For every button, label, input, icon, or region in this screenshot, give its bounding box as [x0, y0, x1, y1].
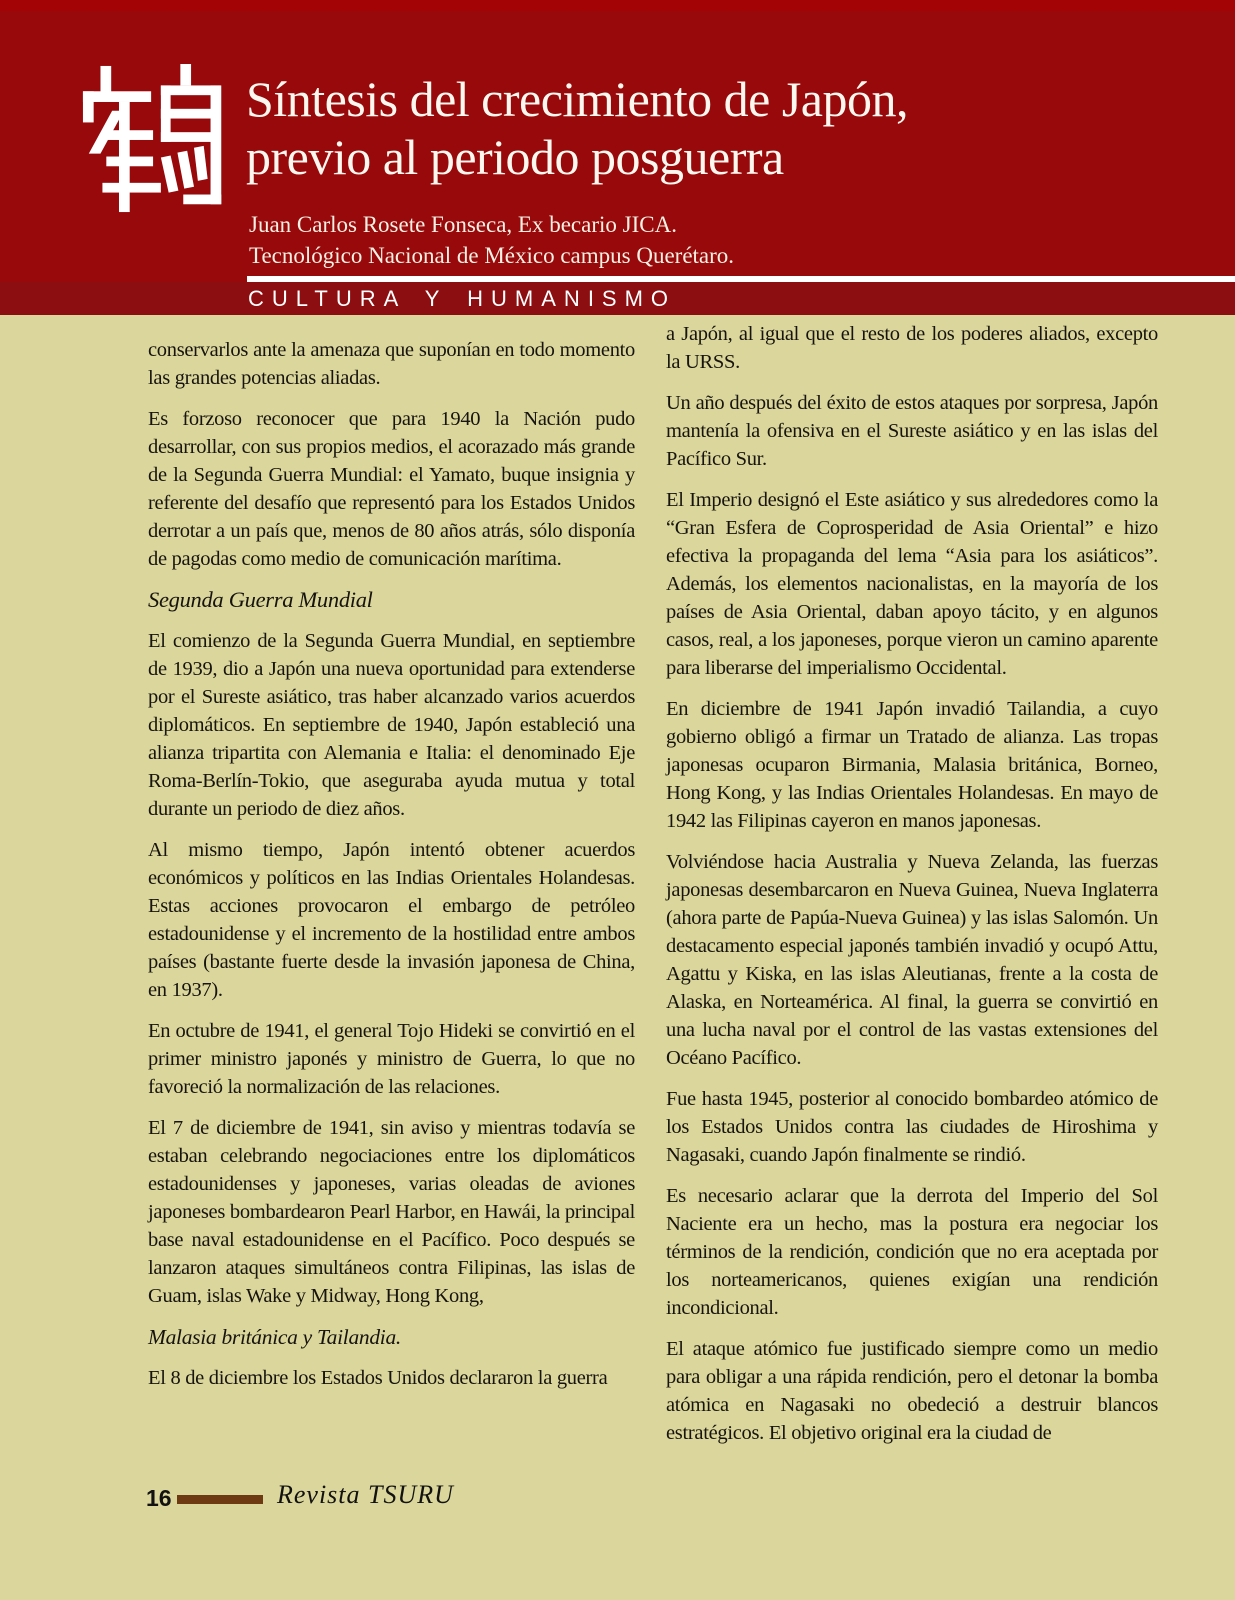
section-heading: Segunda Guerra Mundial	[148, 587, 373, 612]
paragraph: Es necesario aclarar que la derrota del Imperio del Sol Naciente era un hecho, mas la postura era negociar los términos de la rendición, condición que no era aceptada por los norteamericanos, quienes exigían una rendición incondicional.	[666, 1185, 1158, 1319]
section-label: CULTURA Y HUMANISMO	[248, 286, 677, 311]
paragraph-italic-continuation: Malasia británica y Tailandia.	[148, 1325, 402, 1349]
paragraph: El 8 de diciembre los Estados Unidos declararon la guerra	[148, 1367, 608, 1389]
paragraph: Un año después del éxito de estos ataques por sorpresa, Japón mantenía la ofensiva en el Sureste asiático y en las islas del Pacífico Sur.	[666, 392, 1158, 470]
paragraph: conservarlos ante la amenaza que suponían en todo momento las grandes potencias aliadas.	[148, 339, 635, 389]
byline	[249, 209, 734, 271]
paragraph: Al mismo tiempo, Japón intentó obtener acuerdos económicos y políticos en las Indias Orientales Holandesas. Estas acciones provocaron el embargo de petróleo estadounidense y el incremento de la hostilidad entre ambos países (bastante fuerte desde la invasión japonesa de China, en 1937).	[148, 839, 635, 1001]
paragraph: El comienzo de la Segunda Guerra Mundial, en septiembre de 1939, dio a Japón una nueva oportunidad para extenderse por el Sureste asiático, tras haber alcanzado varios acuerdos diplomáticos. En septiembre de 1940, Japón estableció una alianza tripartita con Alemania e Italia: el denominado Eje Roma-Berlín-Tokio, que aseguraba ayuda mutua y total durante un periodo de diez años.	[148, 630, 635, 820]
masthead	[0, 0, 1235, 315]
paragraph: Volviéndose hacia Australia y Nueva Zelanda, las fuerzas japonesas desembarcaron en Nueva Guinea, Nueva Inglaterra (ahora parte de Papúa-Nueva Guinea) y las islas Salomón. Un destacamento especial japonés también invadió y ocupó Attu, Agattu y Kiska, en las islas Aleutianas, frente a la costa de Alaska, en Norteamérica. Al final, la guerra se convirtió en una lucha naval por el control de las vastas extensiones del Océano Pacífico.	[666, 851, 1158, 1069]
page-footer	[0, 1482, 1235, 1526]
right-column	[666, 315, 1158, 1460]
magazine-name: Revista TSURU	[277, 1480, 454, 1509]
paragraph: Fue hasta 1945, posterior al conocido bombardeo atómico de los Estados Unidos contra las ciudades de Hiroshima y Nagasaki, cuando Japón finalmente se rindió.	[666, 1088, 1158, 1166]
paragraph: El Imperio designó el Este asiático y sus alrededores como la “Gran Esfera de Coprosperidad de Asia Oriental” e hizo efectiva la propaganda del lema “Asia para los asiáticos”. Además, los elementos nacionalistas, en la mayoría de los países de Asia Oriental, daban apoyo tácito, y en algunos casos, real, a los japoneses, porque vieron un camino aparente para liberarse del imperialismo Occidental.	[666, 489, 1158, 679]
paragraph: En diciembre de 1941 Japón invadió Tailandia, a cuyo gobierno obligó a firmar un Tratado de alianza. Las tropas japonesas ocuparon Birmania, Malasia británica, Borneo, Hong Kong, y las Indias Orientales Holandesas. En mayo de 1942 las Filipinas cayeron en manos japonesas.	[666, 698, 1158, 832]
article-title-line1: Síntesis del crecimiento de Japón,	[246, 71, 909, 127]
footer-bar	[177, 1495, 263, 1504]
author-name: Juan Carlos Rosete Fonseca, Ex becario JICA.	[249, 212, 677, 237]
paragraph: a Japón, al igual que el resto de los poderes aliados, excepto la URSS.	[666, 323, 1158, 373]
masthead-top-strip	[0, 0, 1235, 11]
paragraph: El ataque atómico fue justificado siempre como un medio para obligar a una rápida rendición, pero el detonar la bomba atómica en Nagasaki no obedeció a destruir blancos estratégicos. El objetivo original era la ciudad de	[666, 1338, 1158, 1444]
tsuru-crane-kanji-logo-icon	[82, 64, 230, 214]
paragraph: El 7 de diciembre de 1941, sin aviso y mientras todavía se estaban celebrando negociaciones entre los diplomáticos estadounidenses y japoneses, varias oleadas de aviones japoneses bombardearon Pearl Harbor, en Hawái, la principal base naval estadounidense en el Pacífico. Poco después se lanzaron ataques simultáneos contra Filipinas, las islas de Guam, islas Wake y Midway, Hong Kong,	[148, 1117, 635, 1307]
author-affiliation: Tecnológico Nacional de México campus Querétaro.	[249, 243, 735, 268]
page-number: 16	[146, 1485, 172, 1511]
left-column	[148, 315, 635, 1405]
article-title-line2: previo al periodo posguerra	[246, 129, 784, 185]
paragraph: Es forzoso reconocer que para 1940 la Nación pudo desarrollar, con sus propios medios, el acorazado más grande de la Segunda Guerra Mundial: el Yamato, buque insignia y referente del desafío que representó para los Estados Unidos derrotar a un país que, menos de 80 años atrás, sólo disponía de pagodas como medio de comunicación marítima.	[148, 408, 635, 570]
paragraph: En octubre de 1941, el general Tojo Hideki se convirtió en el primer ministro japonés y ministro de Guerra, lo que no favoreció la normalización de las relaciones.	[148, 1020, 635, 1098]
article-title	[246, 70, 908, 186]
